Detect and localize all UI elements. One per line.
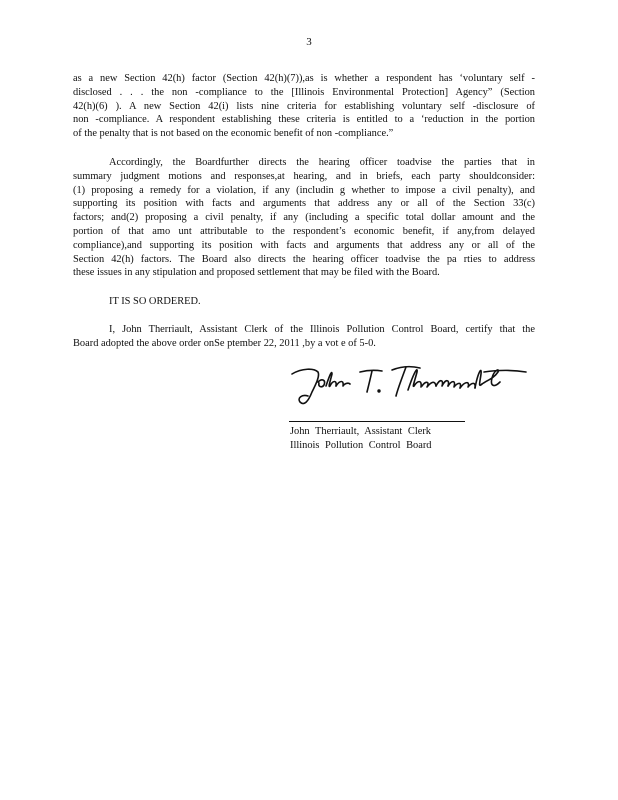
handwritten-signature	[288, 360, 530, 414]
text-line: 42(h)(6) ). A new Section 42(i) lists nine criteria for establishing voluntary self -disclosure of	[73, 100, 535, 112]
text-line: Board adopted the above order onSe ptember 22, 2011 ,by a vot e of 5-0.	[73, 337, 376, 349]
text-line: summary judgment motions and responses,at hearing, and in briefs, each party shouldconsider:	[73, 170, 535, 182]
text-line: as a new Section 42(h) factor (Section 42(h)(7)),as is whether a respondent has ‘voluntary self -	[73, 73, 535, 84]
signatory-name-title: John Therriault, Assistant Clerk	[290, 426, 431, 437]
signatory-organization: Illinois Pollution Control Board	[290, 439, 432, 451]
text-line: of the penalty that is not based on the economic benefit of non -compliance.”	[73, 128, 394, 140]
text-line: portion of that amo unt attributable to the respondent’s economic benefit, if any,from delayed	[73, 225, 535, 237]
text-line: compliance),and supporting its position with facts and arguments that address any or all of the	[73, 239, 535, 251]
paragraph-so-ordered	[73, 295, 535, 309]
text-line: factors; and(2) proposing a civil penalty, if any (including a specific total dollar amount and the	[73, 212, 535, 224]
signature-block	[290, 425, 432, 453]
paragraph-hearing-officer-directions	[73, 156, 535, 280]
text-line: disclosed . . . the non -compliance to the [Illinois Environmental Protection] Agency” (Section	[73, 86, 535, 98]
text-line: IT IS SO ORDERED.	[109, 296, 201, 307]
text-line: these issues in any stipulation and proposed settlement that may be filed with the Board.	[73, 267, 440, 279]
text-line: Accordingly, the Boardfurther directs the hearing officer toadvise the parties that in	[109, 157, 535, 168]
signature-line	[289, 421, 465, 422]
text-line: I, John Therriault, Assistant Clerk of the Illinois Pollution Control Board, certify that the	[109, 324, 535, 335]
text-line: Section 42(h) factors. The Board also directs the hearing officer toadvise the pa rties to address	[73, 253, 535, 265]
text-line: (1) proposing a remedy for a violation, if any (includin g whether to impose a civil penalty), and	[73, 184, 535, 196]
paragraph-clerk-certification	[73, 323, 535, 351]
paragraph-section-42h-factor	[73, 72, 535, 141]
text-line: non -compliance. A respondent establishing these criteria is entitled to a ‘reduction in the portion	[73, 114, 535, 126]
text-line: supporting its position with facts and arguments that address any or all of the Section 33(c)	[73, 198, 535, 210]
page-number: 3	[306, 36, 312, 48]
